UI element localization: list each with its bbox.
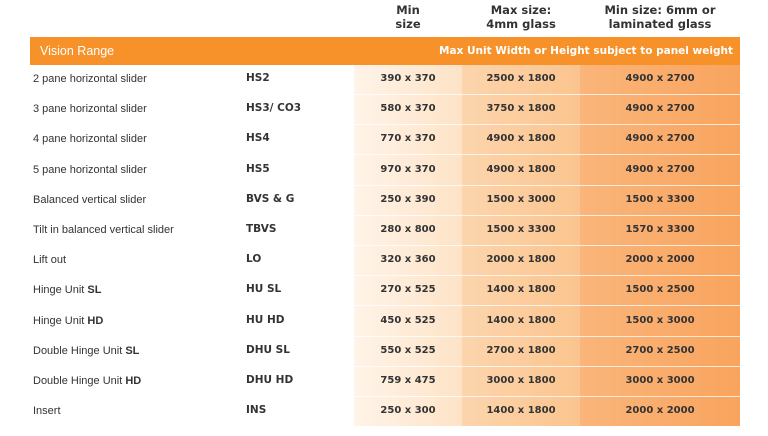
min-size-value: 450 x 525 (380, 314, 436, 326)
table-row (0, 246, 768, 276)
product-code: DHU HD (246, 374, 294, 386)
min-size-value: 970 x 370 (380, 163, 436, 175)
min-size-value: 550 x 525 (380, 344, 436, 356)
product-name (33, 73, 147, 85)
product-code: HU SL (246, 283, 282, 296)
max-4mm-value: 2500 x 1800 (486, 73, 556, 84)
product-code: DHU SL (246, 343, 290, 356)
column-header-min-size-6mm (580, 3, 740, 31)
section-band (30, 37, 740, 65)
max-6mm-value: 1500 x 3000 (625, 314, 695, 326)
column-header-min-size-line2: size (395, 17, 421, 31)
max-4mm-value: 3000 x 1800 (486, 375, 556, 386)
table-row (0, 367, 768, 397)
max-6mm-value: 1570 x 3300 (625, 224, 695, 235)
product-name (33, 375, 141, 387)
product-name-text: Hinge Unit (33, 314, 88, 327)
product-name (33, 103, 147, 115)
column-header-max-4mm-line1: Max size: (490, 3, 552, 17)
product-code: HU HD (246, 313, 285, 326)
product-code: HS2 (246, 72, 270, 84)
table-row (0, 337, 768, 367)
table-row (0, 156, 768, 186)
product-name-suffix: HD (87, 314, 104, 327)
max-6mm-value: 3000 x 3000 (625, 375, 695, 386)
max-6mm-value: 2700 x 2500 (625, 344, 695, 356)
product-code: HS3/ CO3 (246, 102, 302, 115)
product-code: INS (246, 404, 267, 417)
max-6mm-value: 2000 x 2000 (625, 254, 695, 266)
column-header-6mm-line1: Min size: 6mm or (604, 3, 716, 17)
max-4mm-value: 2700 x 1800 (486, 344, 556, 356)
table-row (0, 276, 768, 306)
product-name (33, 345, 139, 357)
product-name-text: Tilt in balanced vertical slider (33, 224, 174, 236)
column-header-6mm-line2: laminated glass (608, 17, 712, 31)
product-name (33, 284, 101, 296)
max-4mm-value: 4900 x 1800 (486, 163, 556, 175)
max-4mm-value: 1500 x 3300 (486, 224, 556, 235)
max-4mm-value: 1400 x 1800 (486, 284, 556, 296)
product-name (33, 315, 103, 327)
table-row (0, 65, 768, 95)
product-name (33, 405, 61, 417)
table-row (0, 397, 768, 427)
product-code: BVS & G (246, 192, 295, 205)
product-name-suffix: SL (87, 284, 102, 297)
min-size-value: 770 x 370 (380, 133, 436, 145)
max-6mm-value: 4900 x 2700 (625, 103, 695, 115)
table-row (0, 216, 768, 246)
min-size-value: 320 x 360 (380, 254, 436, 266)
table-row (0, 307, 768, 337)
product-name-text: Double Hinge Unit (33, 344, 126, 357)
product-name (33, 224, 174, 236)
max-4mm-value: 4900 x 1800 (486, 133, 556, 145)
product-name-text: Hinge Unit (33, 284, 88, 297)
column-header-max-4mm-line2: 4mm glass (486, 17, 556, 31)
min-size-value: 270 x 525 (380, 284, 436, 296)
max-6mm-value: 4900 x 2700 (625, 133, 695, 145)
column-header-min-size-line1: Min (396, 3, 420, 17)
product-code: HS5 (246, 162, 270, 175)
max-4mm-value: 1500 x 3000 (486, 193, 556, 205)
min-size-value: 250 x 300 (380, 405, 436, 417)
min-size-value: 280 x 800 (380, 224, 436, 235)
max-4mm-value: 1400 x 1800 (486, 405, 556, 417)
product-name-text: 5 pane horizontal slider (33, 163, 147, 176)
product-name (33, 254, 66, 266)
column-header-max-size-4mm (462, 3, 580, 31)
max-6mm-value: 1500 x 3300 (625, 193, 695, 205)
product-code: LO (246, 253, 262, 266)
product-name-text: Balanced vertical slider (33, 193, 147, 206)
product-name (33, 164, 147, 176)
max-6mm-value: 1500 x 2500 (625, 284, 695, 296)
product-name-text: Double Hinge Unit (33, 375, 126, 387)
min-size-value: 390 x 370 (380, 73, 436, 84)
max-6mm-value: 4900 x 2700 (625, 163, 695, 175)
max-6mm-value: 2000 x 2000 (625, 405, 695, 417)
max-6mm-value: 4900 x 2700 (625, 73, 695, 84)
product-name-text: 4 pane horizontal slider (33, 133, 147, 146)
min-size-value: 759 x 475 (380, 375, 436, 386)
table-row (0, 186, 768, 216)
max-4mm-value: 1400 x 1800 (486, 314, 556, 326)
min-size-value: 250 x 390 (380, 193, 436, 205)
product-name-suffix: SL (125, 344, 140, 357)
product-name-text: 3 pane horizontal slider (33, 103, 147, 116)
product-name (33, 133, 147, 145)
product-name-text: 2 pane horizontal slider (33, 73, 147, 85)
product-code: TBVS (246, 223, 277, 235)
max-4mm-value: 2000 x 1800 (486, 254, 556, 266)
column-header-min-size (354, 3, 462, 31)
max-4mm-value: 3750 x 1800 (486, 103, 556, 115)
product-name-suffix: HD (125, 375, 142, 387)
row-divider (30, 426, 740, 427)
product-name (33, 194, 146, 206)
table-row (0, 95, 768, 125)
table-row (0, 125, 768, 155)
min-size-value: 580 x 370 (380, 103, 436, 115)
product-name-text: Lift out (33, 254, 67, 267)
product-code: HS4 (246, 132, 270, 145)
section-title: Vision Range (40, 44, 115, 58)
section-note: Max Unit Width or Height subject to panel weight (439, 45, 733, 57)
product-name-text: Insert (33, 405, 61, 418)
